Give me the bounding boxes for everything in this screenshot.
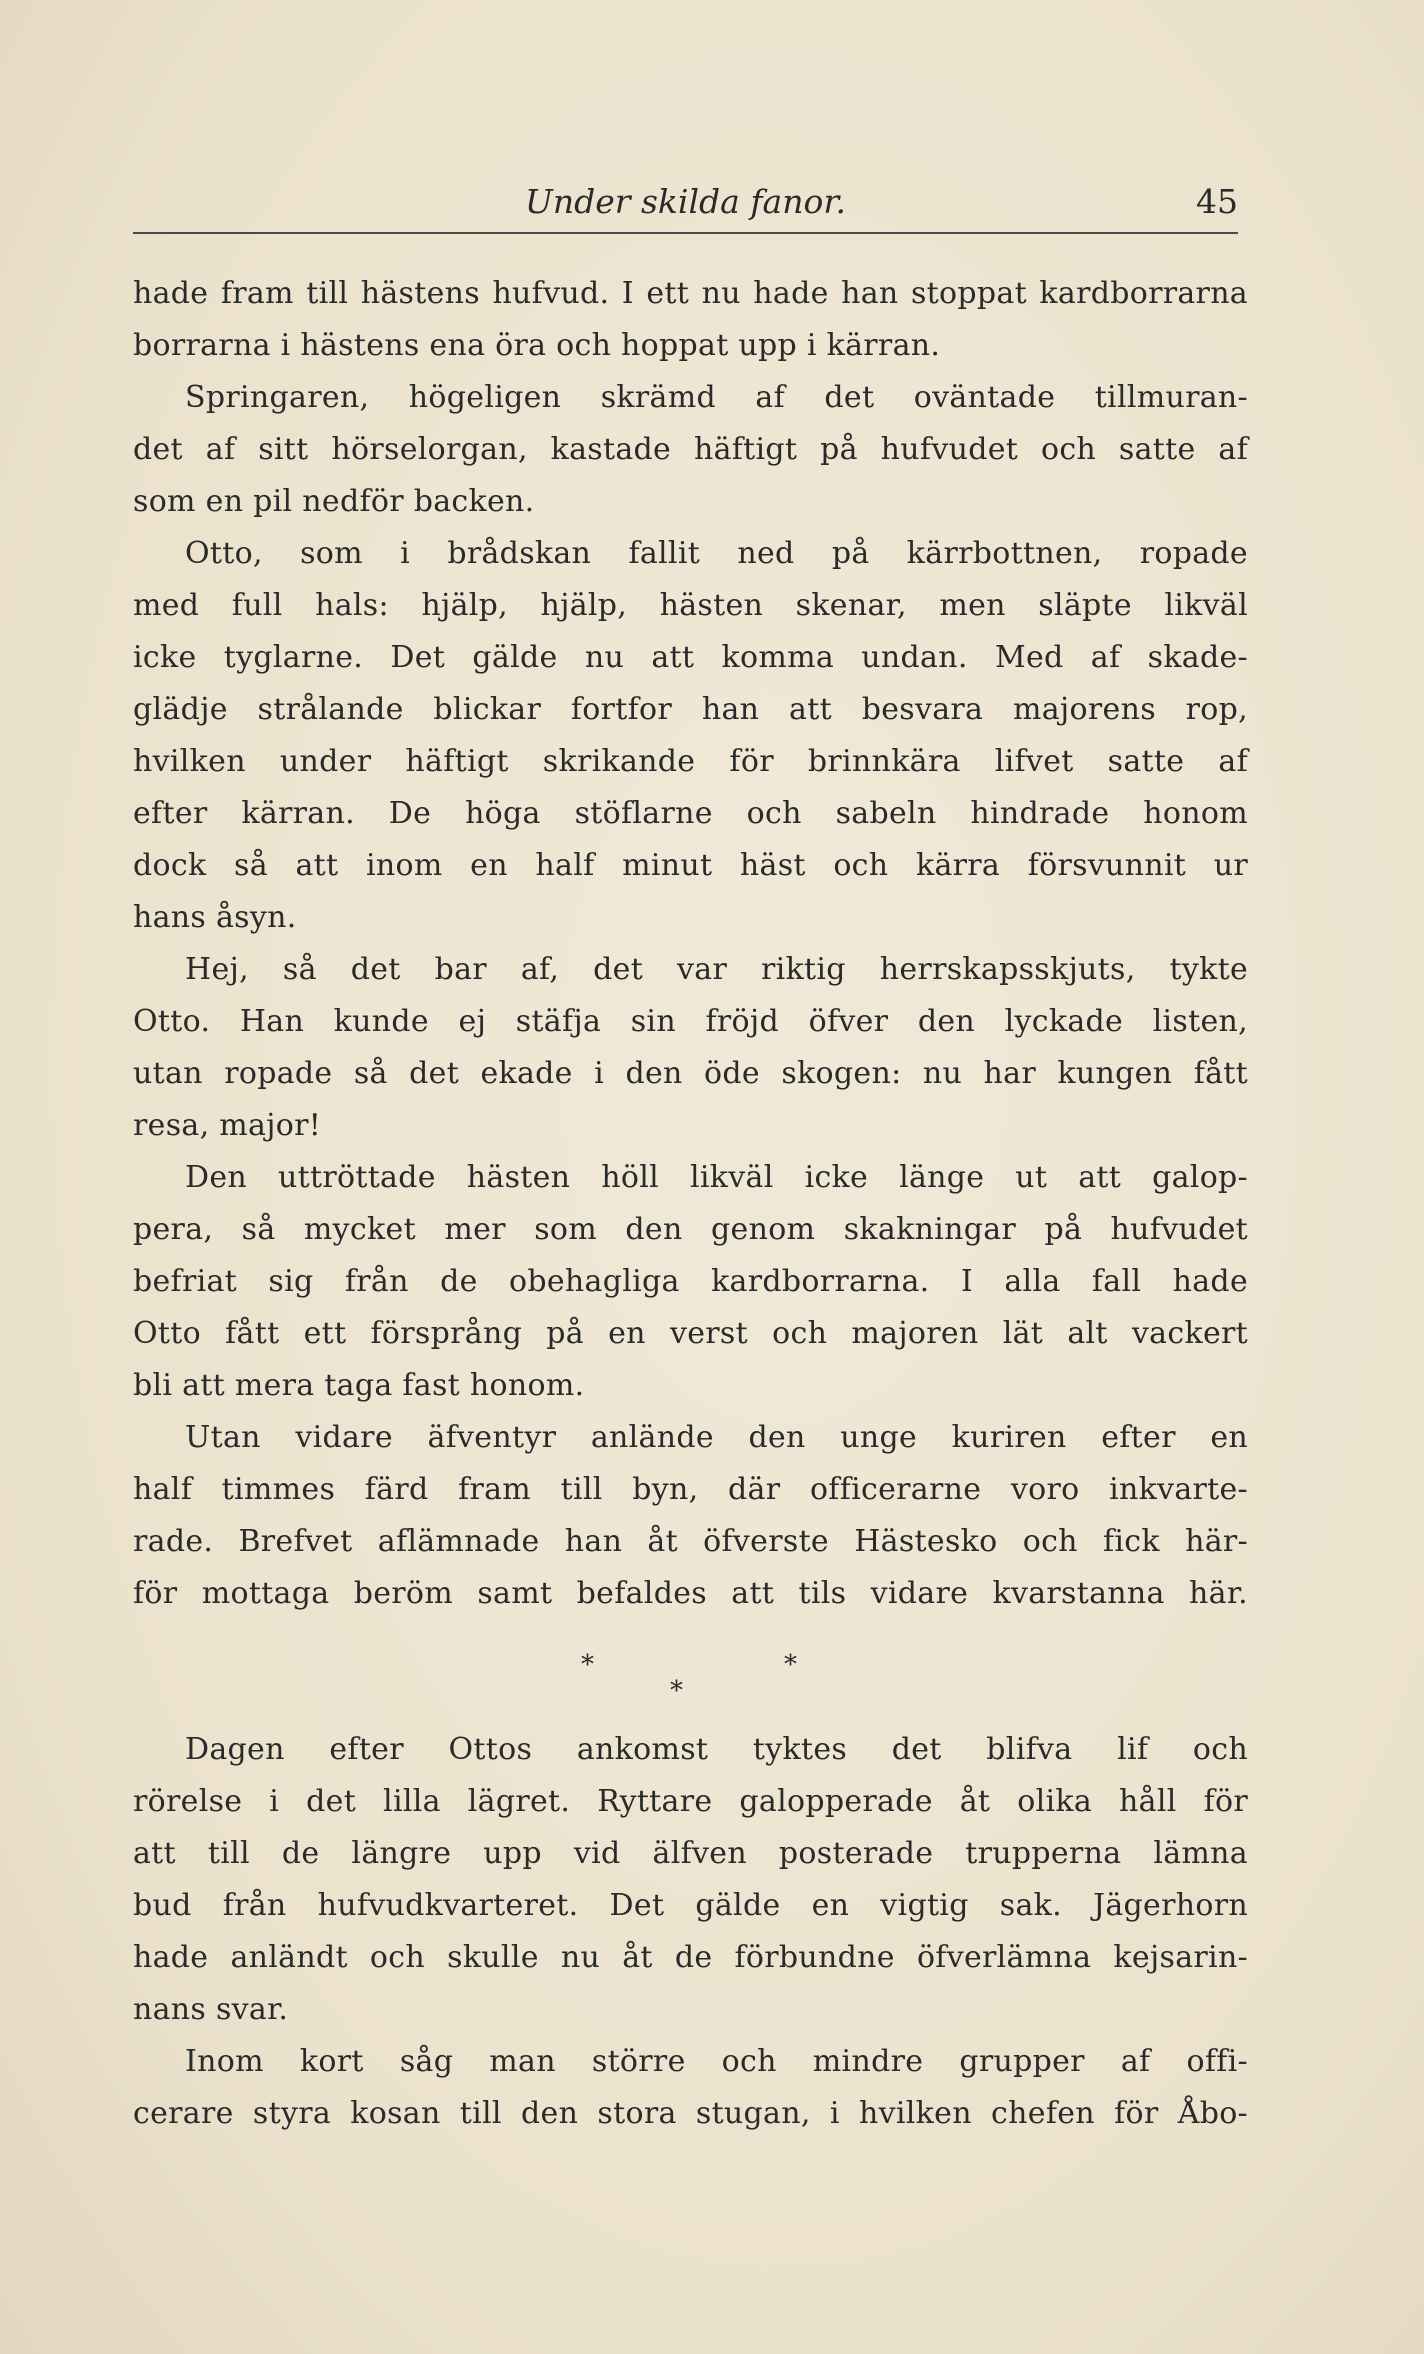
- text-line: utan ropade så det ekade i den öde skogen: nu har kungen fått: [133, 1056, 1248, 1091]
- header-rule: [133, 232, 1238, 234]
- text-line: nans svar.: [133, 1992, 289, 2027]
- asterisk: *: [784, 1650, 797, 1680]
- asterisk: *: [581, 1650, 594, 1680]
- text-line: rörelse i det lilla lägret. Ryttare galopperade åt olika håll för: [133, 1784, 1248, 1819]
- text-line: Otto, som i brådskan fallit ned på kärrbottnen, ropade: [185, 536, 1248, 571]
- running-header: [133, 178, 1238, 230]
- text-line: rade. Brefvet aflämnade han åt öfverste Hästesko och fick här-: [133, 1524, 1248, 1559]
- text-line: hans åsyn.: [133, 900, 297, 935]
- text-line: borrarna i hästens ena öra och hoppat upp i kärran.: [133, 328, 941, 363]
- text-line: som en pil nedför backen.: [133, 484, 535, 519]
- text-line: half timmes färd fram till byn, där officerarne voro inkvarte-: [133, 1472, 1248, 1507]
- text-line: för mottaga beröm samt befaldes att tils vidare kvarstanna här.: [133, 1576, 1248, 1611]
- text-line: Dagen efter Ottos ankomst tyktes det blifva lif och: [185, 1732, 1248, 1767]
- running-title: Under skilda fanor.: [525, 182, 846, 221]
- text-line: hade fram till hästens hufvud. I ett nu hade han stoppat kardborrarna: [133, 276, 1248, 311]
- text-line: Den uttröttade hästen höll likväl icke länge ut att galop-: [185, 1160, 1248, 1195]
- text-line: att till de längre upp vid älfven posterade trupperna lämna: [133, 1836, 1248, 1871]
- text-block-2: [133, 1724, 1248, 2140]
- text-line: bli att mera taga fast honom.: [133, 1368, 585, 1403]
- text-block-1: [133, 268, 1248, 1620]
- page-number: 45: [1196, 182, 1238, 221]
- text-line: med full hals: hjälp, hjälp, hästen skenar, men släpte likväl: [133, 588, 1248, 623]
- text-line: glädje strålande blickar fortfor han att besvara majorens rop,: [133, 692, 1248, 727]
- text-line: bud från hufvudkvarteret. Det gälde en vigtig sak. Jägerhorn: [133, 1888, 1248, 1923]
- text-line: Otto. Han kunde ej stäfja sin fröjd öfver den lyckade listen,: [133, 1004, 1248, 1039]
- text-line: befriat sig från de obehagliga kardborrarna. I alla fall hade: [133, 1264, 1248, 1299]
- text-line: icke tyglarne. Det gälde nu att komma undan. Med af skade-: [133, 640, 1248, 675]
- text-line: pera, så mycket mer som den genom skakningar på hufvudet: [133, 1212, 1248, 1247]
- text-line: hvilken under häftigt skrikande för brinnkära lifvet satte af: [133, 744, 1248, 779]
- text-line: hade anländt och skulle nu åt de förbundne öfverlämna kejsarin-: [133, 1940, 1248, 1975]
- text-line: Hej, så det bar af, det var riktig herrskapsskjuts, tykte: [185, 952, 1248, 987]
- asterisk: *: [670, 1676, 683, 1706]
- text-line: Utan vidare äfventyr anlände den unge kuriren efter en: [185, 1420, 1248, 1455]
- text-line: Inom kort såg man större och mindre grupper af offi-: [185, 2044, 1248, 2079]
- text-line: efter kärran. De höga stöflarne och sabeln hindrade honom: [133, 796, 1248, 831]
- text-line: resa, major!: [133, 1108, 322, 1143]
- text-line: Otto fått ett försprång på en verst och majoren lät alt vackert: [133, 1316, 1248, 1351]
- text-line: dock så att inom en half minut häst och kärra försvunnit ur: [133, 848, 1248, 883]
- text-line: Springaren, högeligen skrämd af det oväntade tillmuran-: [185, 380, 1248, 415]
- text-line: cerare styra kosan till den stora stugan, i hvilken chefen för Åbo-: [133, 2096, 1248, 2131]
- text-line: det af sitt hörselorgan, kastade häftigt på hufvudet och satte af: [133, 432, 1248, 467]
